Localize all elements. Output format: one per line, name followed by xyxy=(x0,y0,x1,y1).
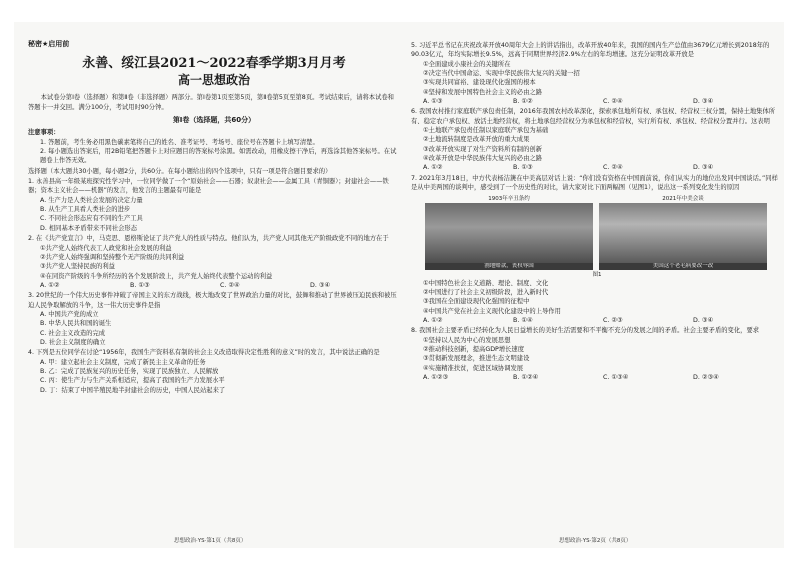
question-3 xyxy=(28,291,400,347)
question-7 xyxy=(411,174,783,325)
right-column xyxy=(411,40,783,382)
option: D. ③④ xyxy=(310,281,331,289)
question-stem: 7. 2021年3月18日，中方代表杨洁篪在中美高层对话上说：“你们没有资格在中国面前说，你们从实力的地位出发同中国谈话。”同样是从中美两国的谈判中，感受到了一个历史性的对比，请大家对比下面两幅图（见图1），说出这一系列变化发生的原因 xyxy=(411,174,778,192)
meeting-photo xyxy=(599,203,767,263)
option: D. ③④ xyxy=(693,98,714,106)
statement-item: ①全面建成小康社会的关键所在 xyxy=(423,60,511,68)
statement-item: ②中国进行了社会主义初级阶段，进入新时代 xyxy=(423,288,549,296)
statement-item: ②土地流转制度是改革开放的重大成果 xyxy=(423,136,530,144)
option: A. 甲：建立起社会主义制度，完成了新民主主义革命的任务 xyxy=(40,358,206,366)
page-footer-right: 思想政治·YS·第2页（共8页） xyxy=(559,538,632,544)
seal-label: 秘密★启用前 xyxy=(28,40,70,48)
option: C. ②④ xyxy=(603,98,623,106)
statement-item: ③贯彻新发展理念，推进生态文明建设 xyxy=(423,355,530,363)
statement-item: ①中国特色社会主义道路、理论、制度、文化 xyxy=(423,279,549,287)
statement-item: ①共产党人始终代表工人政党和社会发展的利益 xyxy=(40,244,172,252)
volume-one-heading: 第Ⅰ卷（选择题，共60分） xyxy=(172,116,256,125)
question-stem: 6. 我国农村推行家庭联产承包责任制，2016年我国农村改革深化，探索承包地所有权、承包权、经营权三权分置，保持土地集体所有、稳定农户承包权、放活土地经营权，将土地承包经营权分为承包权和经营权，实行所有权、承包权、经营权分置并行。这表明 xyxy=(411,108,776,125)
statement-item: ①坚持以人民为中心的发展思想 xyxy=(423,336,511,344)
note-item: 1. 答题前，考生务必用黑色碳素笔将自己的姓名、准考证号、考场号、座位号在答题卡上填写清楚。 xyxy=(40,138,319,146)
option: C. ②④ xyxy=(603,164,623,172)
option: C. 丙：使生产力与生产关系相适应，提高了我国的生产力发展水平 xyxy=(40,377,225,385)
note-item: 2. 每小题选出答案后，用2B铅笔把答题卡上对应题目的答案标号涂黑。如需改动，用橡皮擦干净后，再选涂其他答案标号。在试题卷上作答无效。 xyxy=(40,148,397,165)
statement-item: ③共产党人坚持民族的利益 xyxy=(40,263,115,271)
statement-item: ②推动科技创新，提高GDP增长速度 xyxy=(423,345,525,353)
option: D. ③④ xyxy=(693,316,714,324)
photo-caption-top: 1903年辛丑条约 xyxy=(488,195,530,202)
statement-item: ②共产党人始终强调和坚持整个无产阶级的共同利益 xyxy=(40,253,185,261)
question-stem: 5. 习近平总书记在庆祝改革开放40周年大会上的讲话指出，改革开放40年来，我国的国内生产总值由3679亿元增长到2018年的90.03亿元，年均实际增长9.5%，远高于同期世界经济2.9%左右的年均增速。这充分证明改革开放是 xyxy=(411,42,770,59)
option: A. ①③ xyxy=(423,98,443,106)
option: C. ②④ xyxy=(220,281,240,289)
option-row xyxy=(28,281,400,290)
figure-label: 图1 xyxy=(592,271,602,278)
option: A. 生产力是人类社会发展的决定力量 xyxy=(40,196,143,204)
option-row xyxy=(411,316,783,325)
option: A. ①② xyxy=(40,281,60,289)
exam-subtitle: 高一思想政治 xyxy=(177,73,250,88)
exam-title: 永善、绥江县2021～2022春季学期3月月考 xyxy=(82,56,346,72)
statement-item: ②决定当代中国命运、实现中华民族伟大复兴的关键一招 xyxy=(423,70,580,78)
statement-item: ③改革开放实现了对生产资料所有制的创新 xyxy=(423,145,542,153)
page-footer-left: 思想政治·YS·第1页（共8页） xyxy=(174,538,247,544)
question-stem: 8. 我国社会主要矛盾已经转化为人民日益增长的美好生活需要和不平衡不充分的发展之间的矛盾。社会主要矛盾的变化，要求 xyxy=(411,327,760,335)
question-stem: 2. 在《共产党宣言》中，马克思、恩格斯论证了共产党人的性质与特点。他们认为，共产党人同其他无产阶级政党不同的地方在于 xyxy=(28,235,389,243)
option: C. 不同社会形态应有不同的生产工具 xyxy=(40,215,143,223)
statement-item: ①土地联产承包责任制以家庭联产承包为基础 xyxy=(423,127,549,135)
photo-caption-bottom: 美国这个老毛病要改一改 xyxy=(599,263,767,270)
option: B. ①③ xyxy=(513,164,533,172)
option: B. ①③ xyxy=(130,281,150,289)
option: C. 社会主义改造的完成 xyxy=(40,329,106,337)
question-stem: 4. 下列是五位同学在讨论“1956年，我国生产资料私有制的社会主义改造取得决定性胜利的意义”时的发言，其中说法正确的是 xyxy=(28,349,380,357)
option: B. ①④ xyxy=(513,316,533,324)
option: D. ③④ xyxy=(693,164,714,172)
option: B. 中华人民共和国的诞生 xyxy=(40,320,112,328)
option: D. 丁：结束了中国半殖民地半封建社会的历史，中国人民站起来了 xyxy=(40,386,226,394)
figure-photos xyxy=(411,196,783,270)
question-stem: 1. 永善县高一年级某班探究性学习中，一位同学做了一个“原始社会——石器；奴隶社会——金属工具（青铜器）；封建社会——铁器；资本主义社会——机器”的发言，他发言的主题最有可能是 xyxy=(28,178,389,195)
option-row xyxy=(411,373,783,382)
option: A. 中国共产党的成立 xyxy=(40,310,99,318)
option: C. ①③④ xyxy=(603,373,629,381)
left-column xyxy=(28,40,400,395)
statement-item: ④坚持和发展中国特色社会主义的必由之路 xyxy=(423,88,542,96)
option-row xyxy=(411,97,783,106)
question-2 xyxy=(28,234,400,290)
exam-sheet xyxy=(14,22,784,548)
question-stem: 3. 20世纪的一个伟大历史事件冲破了帝国主义的东方战线，极大地改变了世界政治力量的对比，鼓舞和推动了世界被压迫民族和被压迫人民争取解放的斗争，这一伟大历史事件是指 xyxy=(28,292,397,309)
section-instructions: 选择题（本大题共30小题，每小题2分，共60分。在每小题给出的四个选项中，只有一项是符合题目要求的） xyxy=(28,167,332,175)
question-4 xyxy=(28,348,400,395)
option: C. ②③ xyxy=(603,316,623,324)
statement-item: ④在同资产阶级的斗争所经历的各个发展阶段上，共产党人始终代表整个运动的利益 xyxy=(40,272,273,280)
photo-caption-bottom: 割地赔款，丧权辱国 xyxy=(425,263,593,270)
option: D. 社会主义制度的确立 xyxy=(40,338,106,346)
exam-intro: 本试卷分第Ⅰ卷（选择题）和第Ⅱ卷（非选择题）两部分。第Ⅰ卷第1页至第5页，第Ⅱ卷第5页至第8页。考试结束后，请将本试卷和答题卡一并交回。满分100分，考试用时90分钟。 xyxy=(28,94,394,111)
statement-item: ④实施精准扶贫，促进区域协调发展 xyxy=(423,364,524,372)
option: A. ①② xyxy=(423,164,443,172)
photo-2021 xyxy=(599,196,767,270)
notes-heading: 注意事项： xyxy=(28,129,60,137)
photo-1903 xyxy=(425,196,593,270)
question-5 xyxy=(411,41,783,106)
option: B. ①② xyxy=(513,98,533,106)
question-8 xyxy=(411,326,783,382)
option: D. 相同基本矛盾带来不同社会形态 xyxy=(40,224,138,232)
question-6 xyxy=(411,107,783,172)
option: D. ②③④ xyxy=(693,373,719,381)
photo-caption-top: 2021年中美会谈 xyxy=(662,195,704,202)
statement-item: ③实现共同富裕、建设现代化强国的根本 xyxy=(423,79,536,87)
statement-item: ③我国在全面建设现代化强国的征程中 xyxy=(423,298,530,306)
option-row xyxy=(411,163,783,172)
option: A. ①②③ xyxy=(423,373,449,381)
historical-photo xyxy=(425,203,593,263)
statement-item: ④改革开放是中华民族伟大复兴的必由之路 xyxy=(423,155,542,163)
option: A. ①② xyxy=(423,316,443,324)
option: B. ①②④ xyxy=(513,373,539,381)
option: B. 从生产工具看人类社会的进步 xyxy=(40,206,131,214)
option: B. 乙：完成了民族复兴的历史任务，实现了民族独立、人民解放 xyxy=(40,367,219,375)
statement-item: ④中国共产党在社会主义现代化建设中的上导作用 xyxy=(423,307,561,315)
question-1 xyxy=(28,177,400,233)
